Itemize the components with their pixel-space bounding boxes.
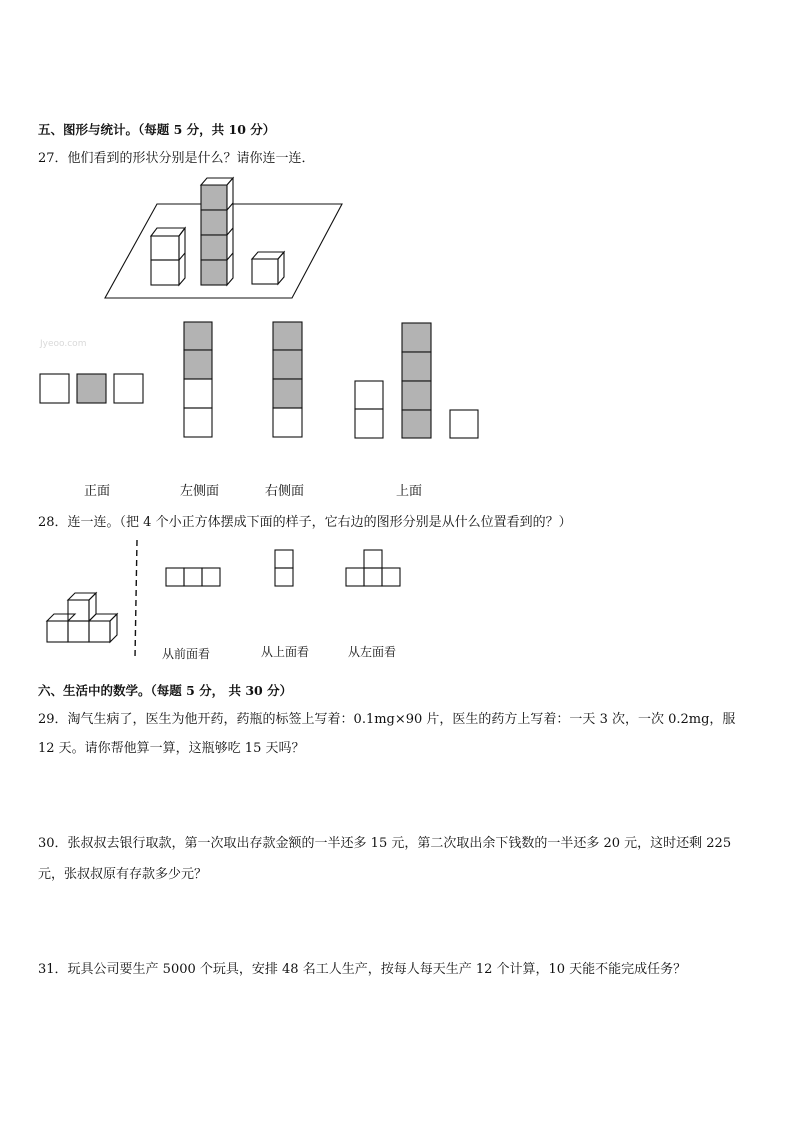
section-6-title: 六、生活中的数学。（每题 5 分， 共 30 分） <box>38 683 293 698</box>
cube-arrangement <box>47 593 117 642</box>
label-view-top: 从上面看 <box>261 645 310 659</box>
question-29-line-2: 12 天。请你帮他算一算，这瓶够吃 15 天吗？ <box>38 741 305 756</box>
label-view-left: 从左面看 <box>348 645 397 659</box>
question-28-text: 28．连一连。（把 4 个小正方体摆成下面的样子，它右边的图形分别是从什么位置看到的？） <box>38 515 572 530</box>
question-29-line-1: 29．淘气生病了，医生为他开药，药瓶的标签上写着：0.1mg×90 片，医生的药方上写着：一天 3 次，一次 0.2mg，服 <box>38 712 736 727</box>
question-27-text: 27．他们看到的形状分别是什么？请你连一连． <box>38 151 315 166</box>
label-top: 上面 <box>396 484 423 499</box>
question-31-text: 31．玩具公司要生产 5000 个玩具，安排 48 名工人生产，按每人每天生产 12 个计算，10 天能不能完成任务？ <box>38 962 687 977</box>
view-three-horizontal <box>166 568 220 586</box>
section-5-title: 五、图形与统计。（每题 5 分，共 10 分） <box>38 122 276 137</box>
label-view-front: 从前面看 <box>162 647 211 661</box>
question-30-line-2: 元，张叔叔原有存款多少元？ <box>38 867 208 882</box>
dashed-divider <box>135 540 137 658</box>
label-left-side: 左侧面 <box>180 484 220 499</box>
watermark: Jyeoo.com <box>40 339 87 349</box>
question-30-line-1: 30．张叔叔去银行取款，第一次取出存款金额的一半还多 15 元，第二次取出余下钱数的一半还多 20 元，这时还剩 225 <box>38 836 732 851</box>
label-right-side: 右侧面 <box>265 484 305 499</box>
view-two-vertical <box>275 550 293 586</box>
label-front: 正面 <box>84 484 111 499</box>
view-t-shape <box>346 550 400 586</box>
